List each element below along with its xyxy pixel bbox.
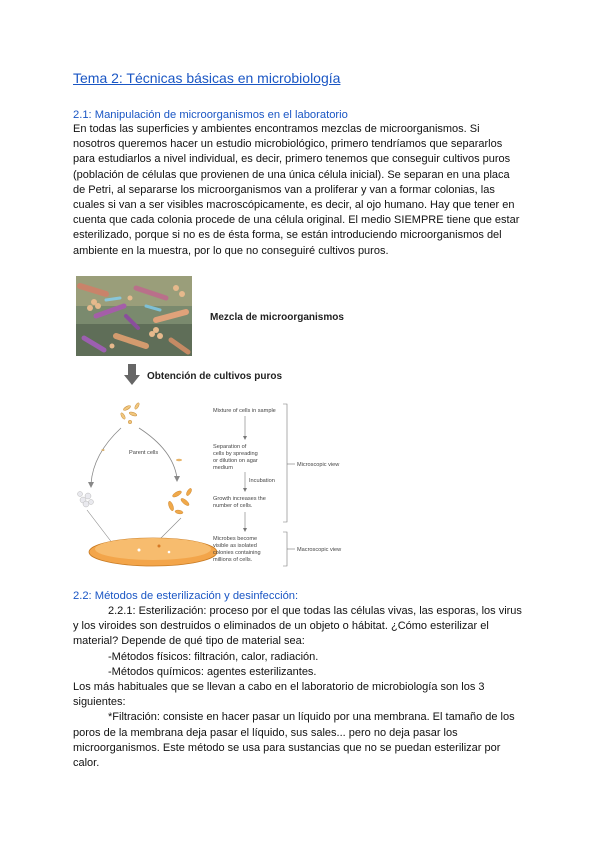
section-2-1-paragraph bbox=[73, 122, 533, 259]
text-line: y los viroides son destruidos o eliminados de un objeto o hábitat. ¿Cómo esterilizar el bbox=[73, 620, 489, 633]
step-separation-4: medium bbox=[213, 465, 233, 471]
step-separation-3: or dilution on agar bbox=[213, 458, 258, 464]
text-line: (población de células que provienen de una única célula inicial). Se separan en una placa bbox=[73, 168, 510, 181]
step-visible-1: Microbes become bbox=[213, 536, 258, 542]
step-growth-1: Growth increases the bbox=[213, 496, 266, 502]
section-2-2-paragraph bbox=[73, 604, 533, 771]
text-line: poros de la membrana deja pasar el líquido, sus sales... pero no deja pasar los bbox=[73, 726, 458, 739]
step-visible-2: visible as isolated bbox=[213, 543, 257, 549]
text-line: para estudiarlos a nivel individual, es decir, primero tenemos que conseguir cultivos puros bbox=[73, 153, 511, 166]
step-visible-4: millions of cells. bbox=[213, 557, 253, 563]
parent-cells-label: Parent cells bbox=[129, 450, 159, 456]
step-separation-2: cells by spreading bbox=[213, 451, 258, 457]
step-mixture: Mixture of cells in sample bbox=[213, 408, 276, 414]
step-growth-2: number of cells. bbox=[213, 503, 253, 509]
text-line: -Métodos físicos: filtración, calor, radiación. bbox=[108, 650, 319, 663]
macroscopic-view-label: Macroscopic view bbox=[297, 547, 342, 553]
text-line: *Filtración: consiste en hacer pasar un líquido por una membrana. El tamaño de los bbox=[108, 711, 515, 724]
text-line: cuales si van a ser visibles macroscópicamente, es decir, al ojo humano. Hay que tener en bbox=[73, 199, 515, 212]
text-line: material? Depende de qué tipo de material sea: bbox=[73, 635, 305, 648]
figure-label-mix: Mezcla de microorganismos bbox=[210, 312, 344, 323]
text-line: microorganismos. Este método se usa para sustancias que no se puedan esterilizar por bbox=[73, 741, 501, 754]
text-line: nosotros queremos hacer un estudio microbiológico, primero tendríamos que separarlos bbox=[73, 138, 503, 151]
step-visible-3: colonies containing bbox=[213, 550, 261, 556]
text-line: Los más habituales que se llevan a cabo en el laboratorio de microbiología son los 3 bbox=[73, 681, 485, 694]
step-incubation: Incubation bbox=[249, 478, 275, 484]
text-line: cuenta que cada colonia procede de una célula original. El medio SIEMPRE tiene que estar bbox=[73, 214, 520, 227]
colony-diagram bbox=[73, 394, 373, 572]
text-line: En todas las superficies y ambientes encontramos mezclas de microorganismos. Si bbox=[73, 123, 480, 135]
text-line: ambiente en la muestra, por lo que no conseguiré cultivos puros. bbox=[73, 244, 389, 257]
section-heading-2-1: 2.1: Manipulación de microorganismos en el laboratorio bbox=[73, 109, 348, 121]
text-line: de Petri, al separarse los microorganismos van a proliferar y van a formar colonias, las bbox=[73, 183, 495, 196]
microscopic-view-label: Microscopic view bbox=[297, 462, 340, 468]
text-line: calor. bbox=[73, 757, 100, 770]
section-heading-2-2: 2.2: Métodos de esterilización y desinfección: bbox=[73, 590, 299, 602]
text-line: siguientes: bbox=[73, 696, 126, 709]
pure-culture-figure bbox=[73, 272, 373, 572]
text-line: 2.2.1: Esterilización: proceso por el que todas las células vivas, las esporas, los virus bbox=[108, 605, 522, 617]
arrow-down-icon bbox=[124, 364, 140, 386]
figure-label-pure-culture: Obtención de cultivos puros bbox=[147, 371, 283, 382]
document-title: Tema 2: Técnicas básicas en microbiología bbox=[73, 70, 341, 86]
text-line: esterilizado, porque si no es de ésta forma, se están introduciendo microorganismos del bbox=[73, 229, 502, 242]
step-separation-1: Separation of bbox=[213, 444, 247, 450]
text-line: -Métodos químicos: agentes esterilizantes. bbox=[108, 665, 317, 678]
microorganism-mix-photo bbox=[76, 276, 192, 356]
